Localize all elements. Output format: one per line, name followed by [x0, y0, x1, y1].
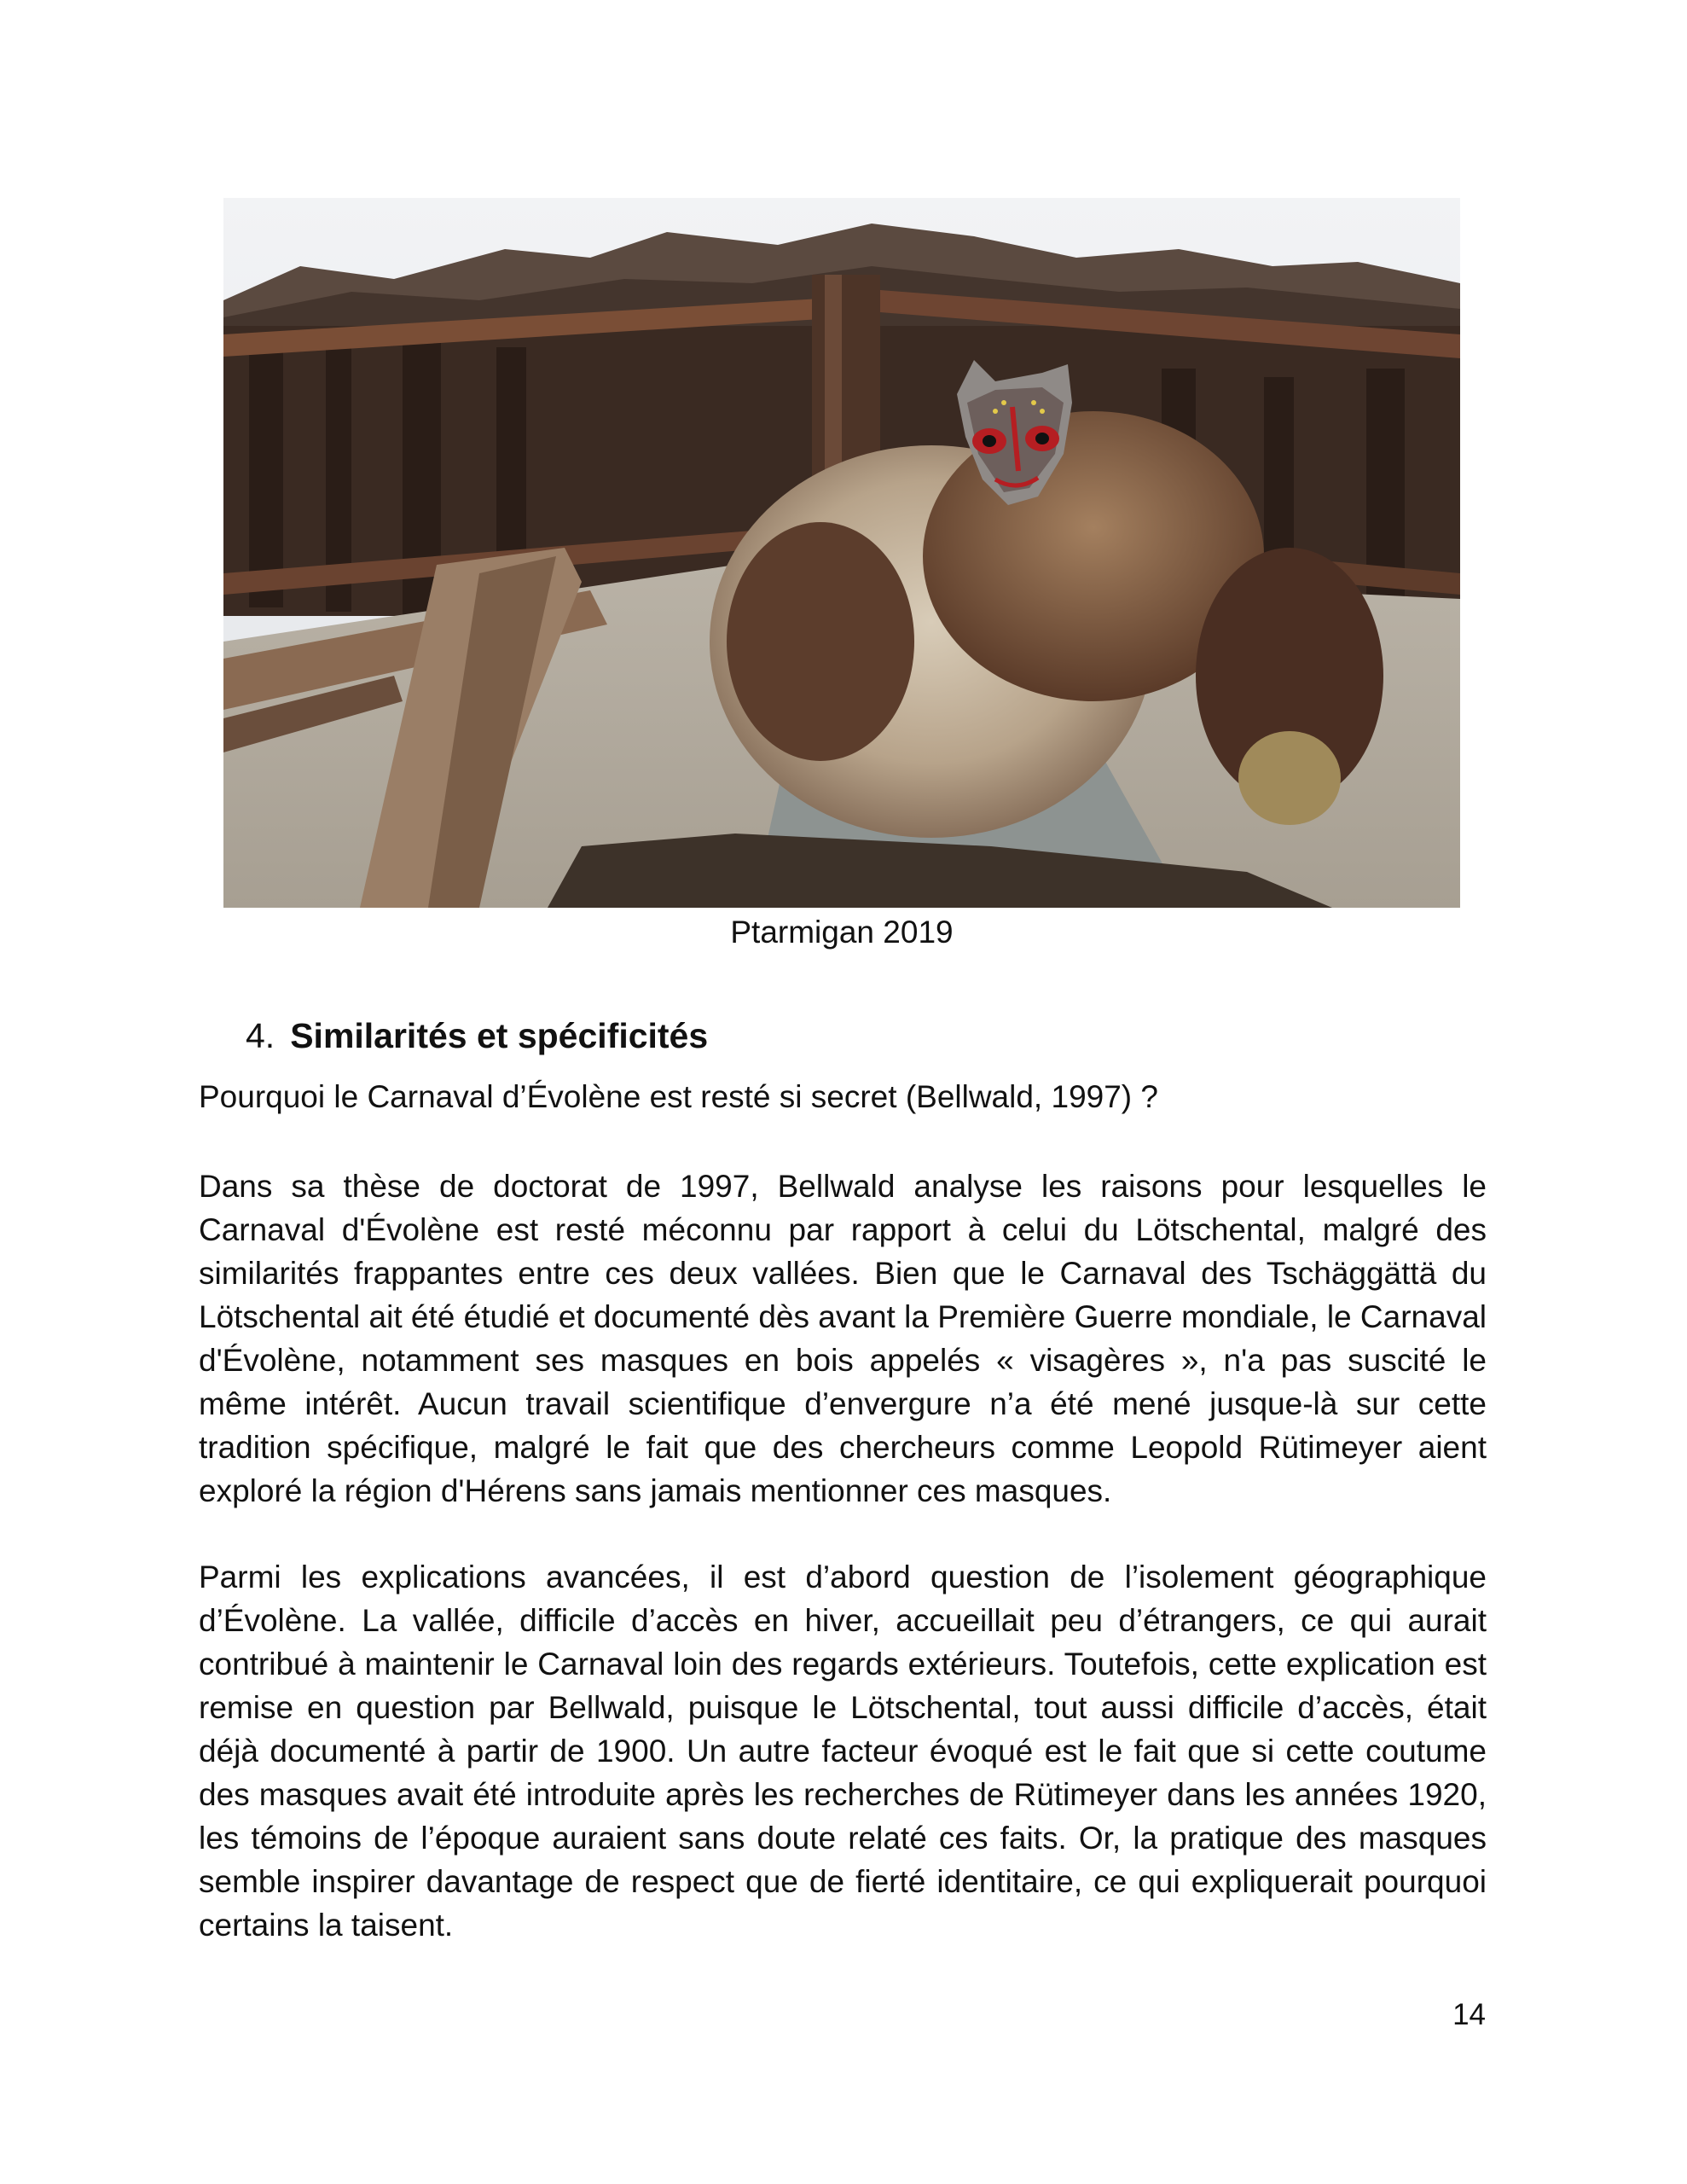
page-number: 14 [1452, 1998, 1486, 2031]
section-number: 4. [246, 1016, 275, 1055]
figure-caption: Ptarmigan 2019 [730, 915, 954, 950]
body-paragraph: Dans sa thèse de doctorat de 1997, Bellwald analyse les raisons pour lesquelles le Carnaval d'Évolène est resté méconnu par rapport à celui du Lötschental, malgré des similarités frappantes entre ces deux vallées. Bien que le Carnaval des Tschäggättä du Lötschental ait été étudié et documenté dès avant la Première Guerre mondiale, le Carnaval d'Évolène, notamment ses masques en bois appelés « visagères », n'a pas suscité le même intérêt. Aucun travail scientifique d’envergure n’a été mené jusque-là sur cette tradition spécifique, malgré le fait que des chercheurs comme Leopold Rütimeyer aient exploré la région d'Hérens sans jamais mentionner ces masques. [199, 1169, 1487, 1508]
section-heading [246, 1012, 708, 1060]
intro-question: Pourquoi le Carnaval d’Évolène est resté si secret (Bellwald, 1997) ? [199, 1079, 1158, 1114]
section-title: Similarités et spécificités [290, 1016, 709, 1055]
carnival-photo [223, 198, 1460, 908]
body-paragraph: Parmi les explications avancées, il est d’abord question de l’isolement géographique d’Évolène. La vallée, difficile d’accès en hiver, accueillait peu d’étrangers, ce qui aurait contribué à maintenir le Carnaval loin des regards extérieurs. Toutefois, cette explication est remise en question par Bellwald, puisque le Lötschental, tout aussi difficile d’accès, était déjà documenté à partir de 1900. Un autre facteur évoqué est le fait que si cette coutume des masques avait été introduite après les recherches de Rütimeyer dans les années 1920, les témoins de l’époque auraient sans doute relaté ces faits. Or, la pratique des masques semble inspirer davantage de respect que de fierté identitaire, ce qui expliquerait pourquoi certains la taisent. [199, 1560, 1487, 1943]
